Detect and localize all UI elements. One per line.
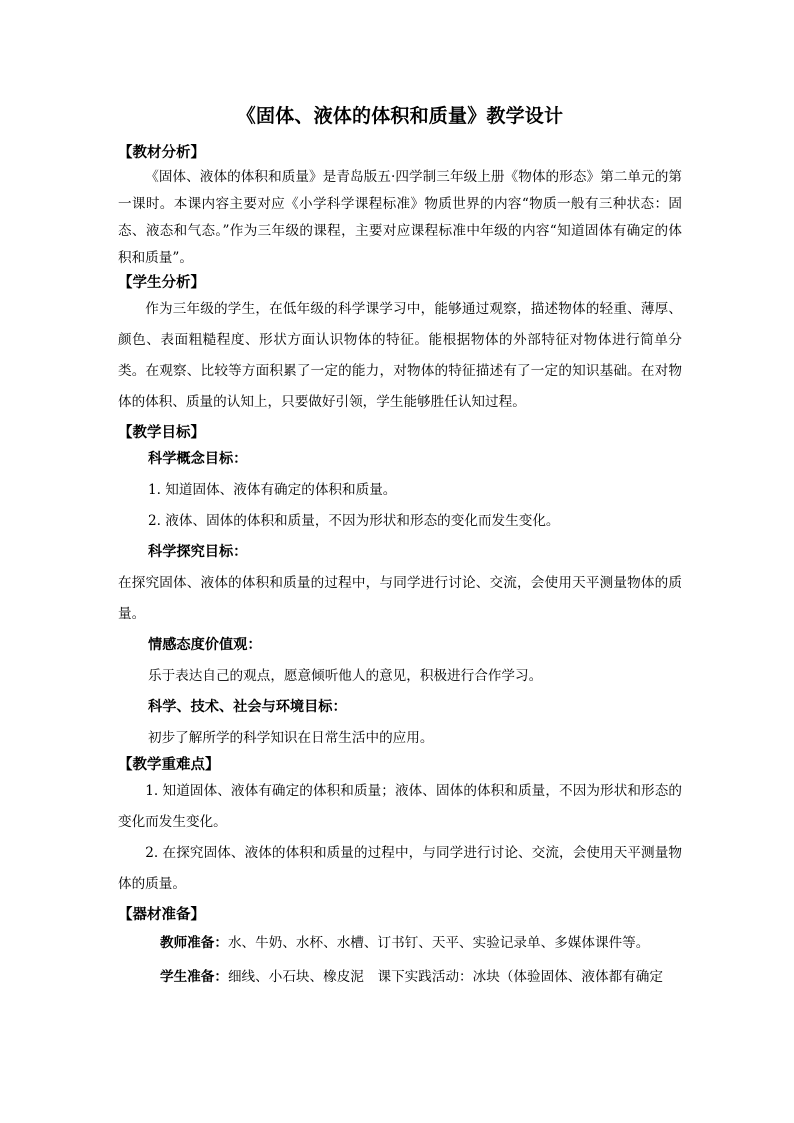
- material-analysis-heading: 【教材分析】: [118, 145, 205, 161]
- key-points-heading: 【教学重难点】: [118, 757, 220, 773]
- key-point-item-2: 2. 在探究固体、液体的体积和质量的过程中，与同学进行讨论、交流，会使用天平测量物体的质量。: [118, 845, 682, 892]
- teacher-preparation-label: 教师准备：: [160, 935, 228, 951]
- equipment-heading: 【器材准备】: [118, 907, 205, 923]
- key-point-item-1: 1. 知道固体、液体有确定的体积和质量；液体、固体的体积和质量，不因为形状和形态的变化而发生变化。: [118, 783, 682, 830]
- emotion-attitude-text: 乐于表达自己的观点，愿意倾听他人的意见，积极进行合作学习。: [148, 668, 543, 684]
- student-preparation-label: 学生准备：: [160, 969, 228, 985]
- section-key-points: [118, 754, 682, 900]
- teacher-preparation: [118, 926, 682, 960]
- science-concept-label: 科学概念目标：: [148, 451, 248, 467]
- section-material-analysis: [118, 142, 682, 272]
- student-preparation: [118, 960, 682, 994]
- teacher-preparation-text: 水、牛奶、水杯、水槽、订书钉、天平、实验记录单、多媒体课件等。: [227, 935, 650, 951]
- student-preparation-text: 细线、小石块、橡皮泥 课下实践活动：冰块（体验固体、液体都有确定: [227, 969, 663, 985]
- science-concept-item-1: 1. 知道固体、液体有确定的体积和质量。: [148, 482, 397, 498]
- science-concept-item-2: 2. 液体、固体的体积和质量，不因为形状和形态的变化而发生变化。: [148, 513, 560, 529]
- document-title: 《固体、液体的体积和质量》教学设计: [236, 105, 564, 127]
- student-analysis-paragraph: 作为三年级的学生，在低年级的科学课学习中，能够通过观察，描述物体的轻重、薄厚、 颜色、表面粗糙程度、形状方面认识物体的特征。能根据物体的外部特征对物体进行简单分类。在观察、比较等方面积累了一定的能力，对物体的特征描述有了一定的知识基础。在对物体的体积、质量的认知上，只要做好引领，学生能够胜任认知过程。: [118, 301, 682, 410]
- section-equipment: [118, 904, 682, 994]
- material-analysis-paragraph: 《固体、液体的体积和质量》是青岛版五·四学制三年级上册《物体的形态》第二单元的第一课时。本课内容主要对应《小学科学课程标准》物质世界的内容“物质一般有三种状态：固态、液态和气态。”作为三年级的课程，主要对应课程标准中年级的内容“知道固体有确定的体积和质量”。: [118, 169, 682, 266]
- section-teaching-goals: [118, 422, 682, 754]
- science-inquiry-text: 在探究固体、液体的体积和质量的过程中，与同学进行讨论、交流，会使用天平测量物体的质量。: [118, 575, 682, 622]
- sts-goal-label: 科学、技术、社会与环境目标：: [148, 699, 347, 715]
- sts-goal-text: 初步了解所学的科学知识在日常生活中的应用。: [148, 730, 434, 746]
- section-student-analysis: [118, 272, 682, 418]
- science-inquiry-label: 科学探究目标：: [148, 544, 248, 560]
- student-analysis-heading: 【学生分析】: [118, 275, 205, 291]
- emotion-attitude-label: 情感态度价值观：: [148, 637, 262, 653]
- teaching-goals-heading: 【教学目标】: [118, 425, 205, 441]
